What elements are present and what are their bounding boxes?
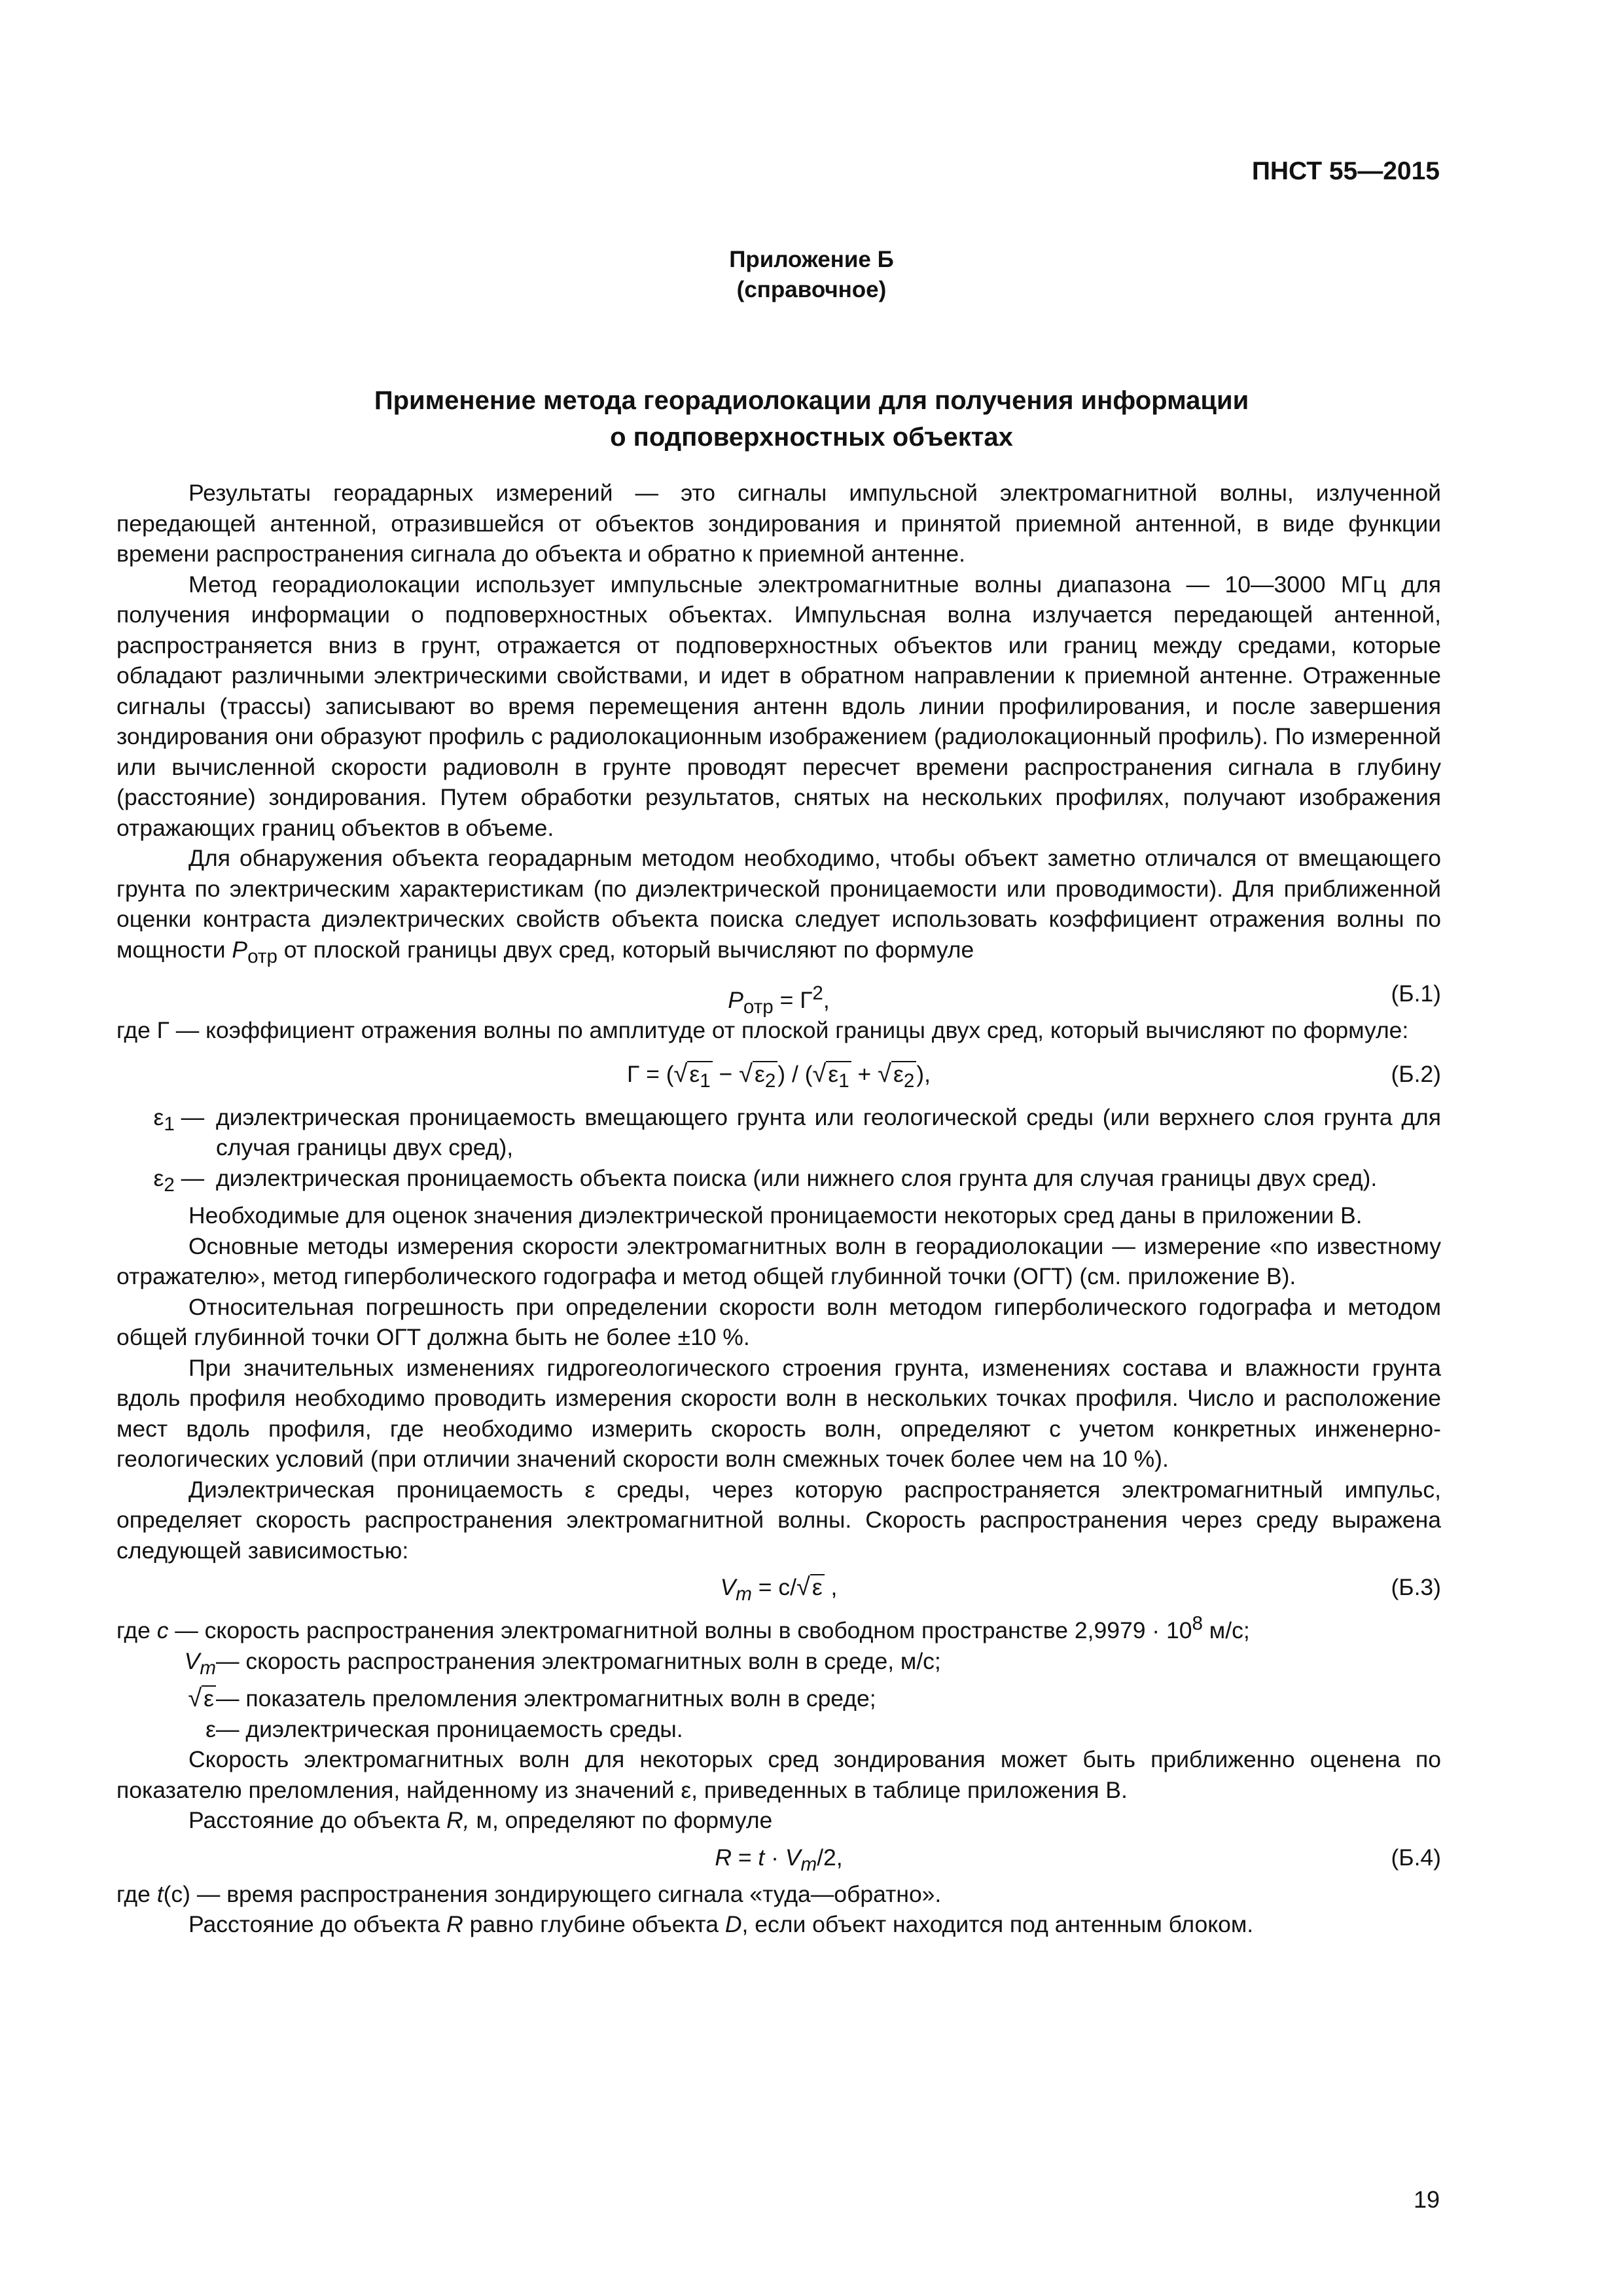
paragraph: Результаты георадарных измерений — это сигналы импульсной электромагнитной волны, излученной передающей антенной, отразившейся от объектов зондирования и принятой приемной антенной, в виде функции времени распространения сигнала до объекта и обратно к приемной антенне.	[116, 480, 1441, 567]
where-clause: $\varepsilon_2$ — диэлектрическая проницаемость объекта поиска (или нижнего слоя грунта для случая границы двух сред).	[153, 1164, 1378, 1196]
where-clause: $\varepsilon_1$ — диэлектрическая проницаемость вмещающего грунта или геологической среды (или верхнего слоя грунта для случая границы двух сред),	[153, 1103, 1441, 1161]
where-clause: $V_m$ — скорость распространения электромагнитных волн в среде, м/с;	[184, 1647, 941, 1679]
where-clause: ε — диэлектрическая проницаемость среды.	[205, 1715, 683, 1742]
where-clause: где Г — коэффициент отражения волны по амплитуде от плоской границы двух сред, который вычисляют по формуле:	[116, 1017, 1409, 1044]
formula-b4: $R = t \cdot V_m/2$, (Б.4)	[116, 1836, 1441, 1879]
appendix-type: (справочное)	[736, 277, 887, 302]
paragraph: Относительная погрешность при определении скорости волн методом гиперболического годографа и методом общей глубинной точки ОГТ должна быть не более ±10 %.	[116, 1293, 1441, 1351]
paragraph: Для обнаружения объекта георадарным методом необходимо, чтобы объект заметно отличался от вмещающего грунта по электрическим характеристикам (по диэлектрической проницаемости или проводимости). Для приближенной оценки контраста диэлектрических свойств объекта поиска следует использовать коэффициент отражения волны по мощности $P_{отр}$ от плоской границы двух сред, который вычисляют по формуле	[116, 845, 1441, 967]
paragraph: При значительных изменениях гидрогеологического строения грунта, изменениях состава и влажности грунта вдоль профиля необходимо проводить измерения скорости волн в нескольких точках профиля. Число и расположение мест вдоль профиля, где необходимо измерить скорость волн, определяют с учетом конкретных инженерно-геологических условий (при отличии значений скорости волн смежных точек более чем на 10 %).	[116, 1354, 1441, 1473]
formula-number: (Б.3)	[1391, 1574, 1441, 1601]
where-clause: где c — скорость распространения электромагнитной волны в свободном пространстве $2,9979 \cdot 10^8$ м/с;	[116, 1613, 1250, 1644]
formula-number: (Б.2)	[1391, 1060, 1441, 1087]
where-clause: √ε — показатель преломления электромагнитных волн в среде;	[188, 1685, 876, 1713]
appendix-label: Приложение Б	[729, 247, 894, 272]
section-title-line-2: о подповерхностных объектах	[610, 423, 1013, 452]
formula-number: (Б.4)	[1391, 1844, 1441, 1871]
section-title-line-1: Применение метода георадиолокации для получения информации	[374, 386, 1249, 415]
paragraph: Расстояние до объекта R, м, определяют по формуле	[188, 1807, 773, 1834]
formula-number: (Б.1)	[1391, 980, 1441, 1007]
formula-b3: $V_m = c/√\varepsilon$ , (Б.3)	[116, 1566, 1441, 1609]
paragraph: Расстояние до объекта R равно глубине объекта D, если объект находится под антенным блоком.	[188, 1911, 1254, 1938]
where-clause: где t(с) — время распространения зондирующего сигнала «туда—обратно».	[116, 1880, 942, 1907]
document-id: ПНСТ 55—2015	[1251, 157, 1440, 185]
paragraph: Необходимые для оценок значения диэлектрической проницаемости некоторых сред даны в приложении В.	[188, 1202, 1363, 1229]
formula-b1: $P_{отр} = Г^2$, (Б.1)	[116, 972, 1441, 1015]
paragraph: Скорость электромагнитных волн для некоторых сред зондирования может быть приближенно оценена по показателю преломления, найденному из значений ε, приведенных в таблице приложения В.	[116, 1746, 1441, 1803]
paragraph: Метод георадиолокации использует импульсные электромагнитные волны диапазона — 10—3000 МГц для получения информации о подповерхностных объектах. Импульсная волна излучается передающей антенной, распространяется вниз в грунт, отражается от подповерхностных объектов или границ между средами, которые обладают различными электрическими свойствами, и идет в обратном направлении к приемной антенне. Отраженные сигналы (трассы) записывают во время перемещения антенн вдоль линии профилирования, и после завершения зондирования они образуют профиль с радиолокационным изображением (радиолокационный профиль). По измеренной или вычисленной скорости радиоволн в грунте проводят пересчет времени распространения сигнала в глубину (расстояние) зондирования. Путем обработки результатов, снятых на нескольких профилях, получают изображения отражающих границ объектов в объеме.	[116, 571, 1441, 841]
formula-b2: $Г = (√\varepsilon_1 - √\varepsilon_2) / (√\varepsilon_1 + √\varepsilon_2)$, (Б.2)	[116, 1052, 1441, 1096]
paragraph: Диэлектрическая проницаемость ε среды, через которую распространяется электромагнитный импульс, определяет скорость распространения электромагнитной волны. Скорость распространения через среду выражена следующей зависимостью:	[116, 1476, 1441, 1564]
document-body	[116, 478, 1441, 1940]
page-number: 19	[1413, 2186, 1440, 2213]
paragraph: Основные методы измерения скорости электромагнитных волн в георадиолокации — измерение «по известному отражателю», метод гиперболического годографа и метод общей глубинной точки (ОГТ) (см. приложение В).	[116, 1232, 1441, 1290]
